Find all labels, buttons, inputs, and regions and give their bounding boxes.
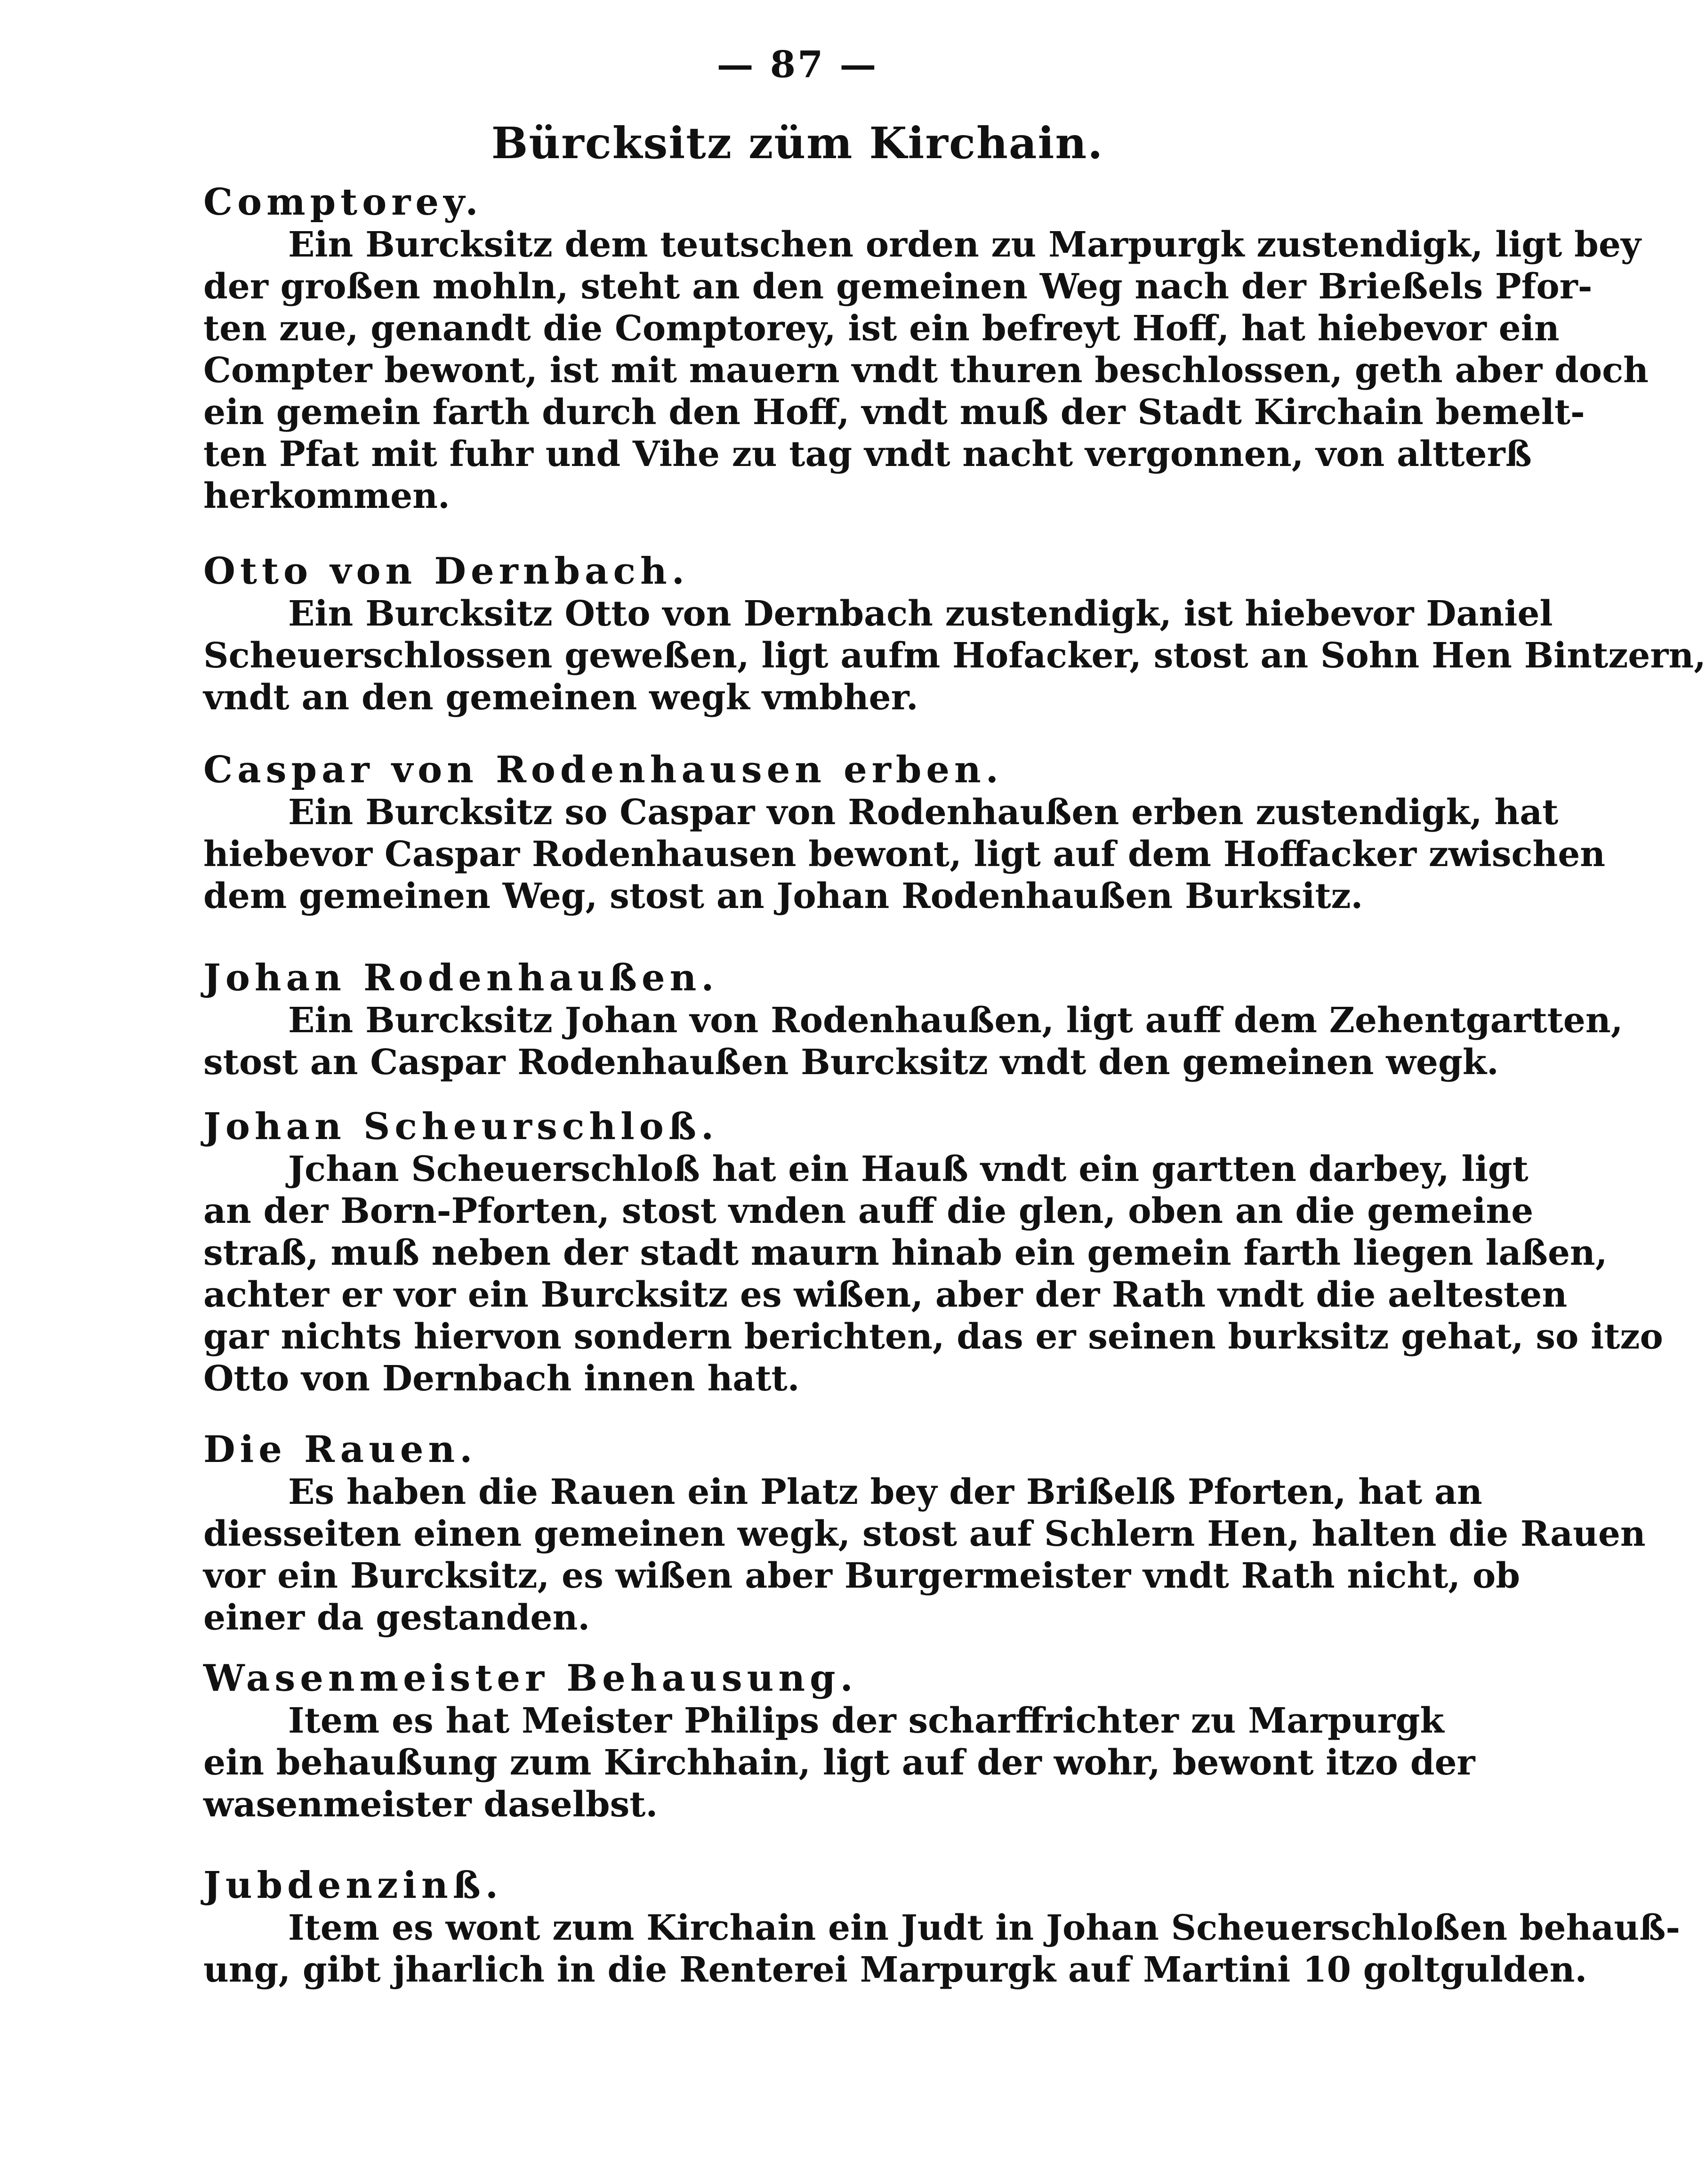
- text-line: Ein Burcksitz so Caspar von Rodenhaußen erben zustendigk, hat: [288, 792, 1559, 833]
- text-line: herkommen.: [203, 476, 450, 516]
- text-line: stost an Caspar Rodenhaußen Burcksitz vndt den gemeinen wegk.: [203, 1042, 1499, 1083]
- section-heading: Otto von Dernbach.: [203, 550, 689, 593]
- text-line: vndt an den gemeinen wegk vmbher.: [203, 677, 918, 718]
- section-heading: Wasenmeister Behausung.: [203, 1657, 858, 1700]
- section-paragraph: [203, 224, 1649, 517]
- section-heading: Johan Rodenhaußen.: [203, 956, 719, 999]
- text-line: Ein Burcksitz Johan von Rodenhaußen, ligt auff dem Zehentgartten,: [288, 1000, 1623, 1041]
- section-otto-von-dernbach: [203, 550, 1706, 719]
- section-comptorey: [203, 181, 1649, 517]
- section-heading: Comptorey.: [203, 181, 483, 224]
- text-line: Ein Burcksitz dem teutschen orden zu Marpurgk zustendigk, ligt bey: [288, 225, 1641, 265]
- text-line: einer da gestanden.: [203, 1598, 590, 1638]
- section-johan-rodenhaussen: [203, 956, 1623, 1084]
- text-line: Item es wont zum Kirchain ein Judt in Johan Scheuerschloßen behauß-: [288, 1908, 1681, 1948]
- page-number: — 87 —: [716, 43, 878, 86]
- text-line: straß, muß neben der stadt maurn hinab ein gemein farth liegen laßen,: [203, 1233, 1608, 1273]
- text-line: ein gemein farth durch den Hoff, vndt muß der Stadt Kirchain bemelt-: [203, 392, 1585, 433]
- text-line: ten zue, genandt die Comptorey, ist ein befreyt Hoff, hat hiebevor ein: [203, 308, 1560, 349]
- text-line: Jchan Scheuerschloß hat ein Hauß vndt ein gartten darbey, ligt: [288, 1149, 1529, 1189]
- text-line: Compter bewont, ist mit mauern vndt thuren beschlossen, geth aber doch: [203, 350, 1649, 391]
- section-paragraph: [203, 1471, 1646, 1639]
- section-heading: Caspar von Rodenhausen erben.: [203, 748, 1003, 791]
- section-paragraph: [203, 1700, 1475, 1826]
- text-line: Otto von Dernbach innen hatt.: [203, 1358, 800, 1399]
- text-line: gar nichts hiervon sondern berichten, das er seinen burksitz gehat, so itzo: [203, 1317, 1663, 1357]
- text-line: dem gemeinen Weg, stost an Johan Rodenhaußen Burksitz.: [203, 876, 1363, 916]
- section-die-rauen: [203, 1428, 1646, 1639]
- section-heading: Johan Scheurschloß.: [203, 1105, 719, 1148]
- section-paragraph: [203, 1000, 1623, 1084]
- section-paragraph: [203, 593, 1706, 719]
- text-line: der großen mohln, steht an den gemeinen Weg nach der Brießels Pfor-: [203, 266, 1593, 307]
- text-line: Item es hat Meister Philips der scharffrichter zu Marpurgk: [288, 1701, 1444, 1741]
- text-line: ung, gibt jharlich in die Renterei Marpurgk auf Martini 10 goltgulden.: [203, 1950, 1587, 1990]
- text-line: wasenmeister daselbst.: [203, 1784, 658, 1825]
- section-caspar-von-rodenhausen: [203, 748, 1606, 917]
- text-line: ten Pfat mit fuhr und Vihe zu tag vndt nacht vergonnen, von altterß: [203, 434, 1532, 474]
- section-paragraph: [203, 1148, 1663, 1400]
- text-line: Es haben die Rauen ein Platz bey der Brißelß Pforten, hat an: [288, 1472, 1482, 1512]
- text-line: achter er vor ein Burcksitz es wißen, aber der Rath vndt die aeltesten: [203, 1275, 1568, 1315]
- page-title: Bürcksitz züm Kirchain.: [491, 118, 1104, 169]
- section-paragraph: [203, 1907, 1681, 1991]
- text-line: diesseiten einen gemeinen wegk, stost auf Schlern Hen, halten die Rauen: [203, 1514, 1646, 1554]
- section-wasenmeister-behausung: [203, 1657, 1475, 1826]
- section-johan-scheurschloss: [203, 1105, 1663, 1400]
- text-line: Scheuerschlossen geweßen, ligt aufm Hofacker, stost an Sohn Hen Bintzern,: [203, 635, 1706, 676]
- text-line: Ein Burcksitz Otto von Dernbach zustendigk, ist hiebevor Daniel: [288, 594, 1553, 634]
- section-paragraph: [203, 792, 1606, 917]
- text-line: vor ein Burcksitz, es wißen aber Burgermeister vndt Rath nicht, ob: [203, 1556, 1521, 1596]
- section-jubdenzins: [203, 1864, 1681, 1991]
- section-heading: Jubdenzinß.: [203, 1864, 503, 1907]
- text-line: hiebevor Caspar Rodenhausen bewont, ligt auf dem Hoffacker zwischen: [203, 834, 1606, 875]
- text-line: ein behaußung zum Kirchhain, ligt auf der wohr, bewont itzo der: [203, 1742, 1475, 1783]
- section-heading: Die Rauen.: [203, 1428, 477, 1471]
- text-line: an der Born-Pforten, stost vnden auff die glen, oben an die gemeine: [203, 1191, 1534, 1231]
